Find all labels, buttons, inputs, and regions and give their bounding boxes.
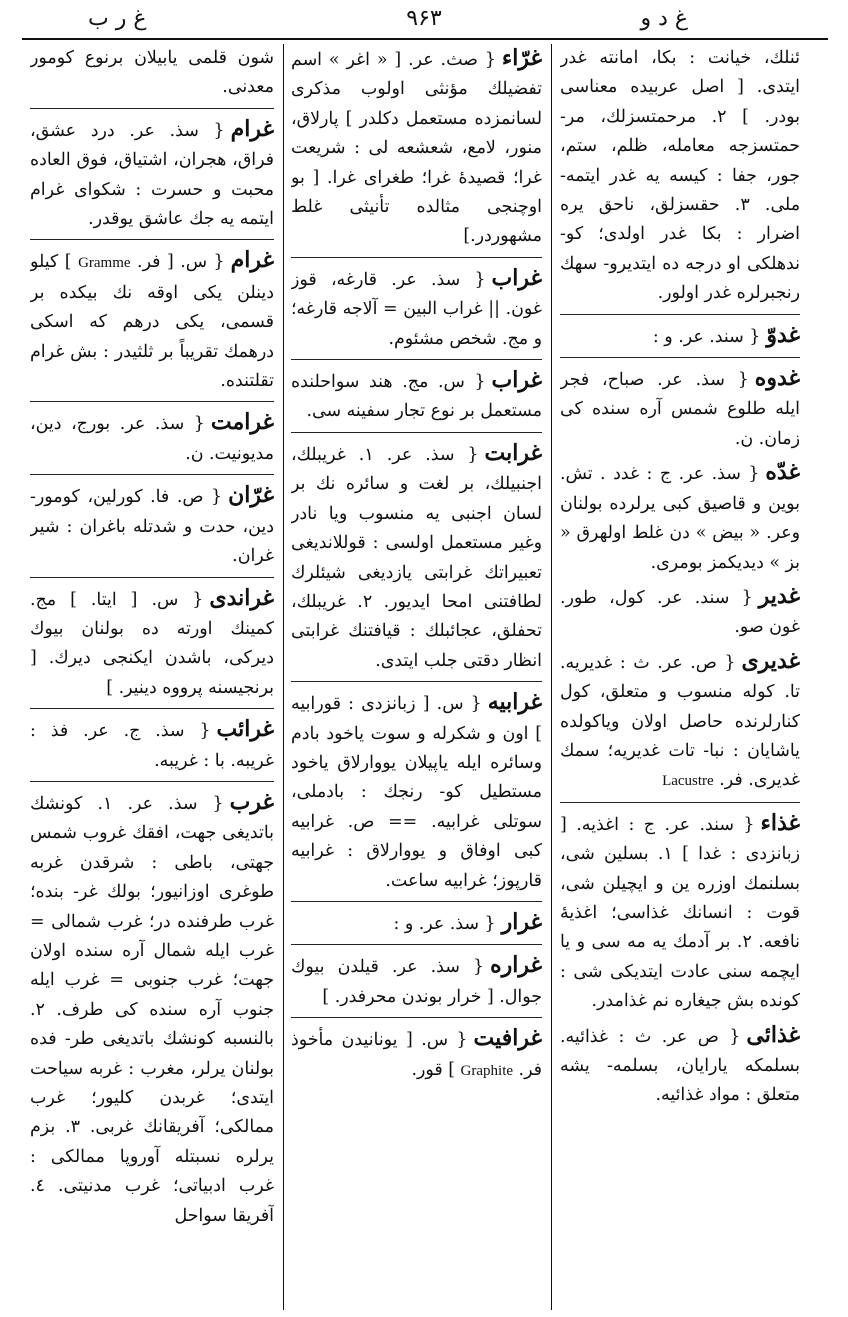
entry-headword: غراندى: [209, 584, 274, 611]
entry-definition-continued: ] قور.: [411, 1059, 461, 1080]
page-number: ۹۶۳: [406, 6, 442, 31]
entry-headword: غرابت: [484, 439, 542, 466]
page-header: [20, 4, 828, 36]
entry-latin-term: Gramme: [78, 255, 131, 272]
column-right: [560, 44, 800, 1314]
dictionary-entry: [30, 481, 274, 577]
entry-definition: { سند. عر. كول، طور. غون صو.: [560, 587, 800, 638]
entry-latin-term: Graphite: [460, 1062, 514, 1079]
entry-definition: { سذ. عر. ۱. غريبلك، اجنبيلك، بر لغت و سائره نك بر لسان اجنبى يه منسوب ويا نادر وغير مستعمل اولسى : قوللانديغى تعبيراتك غرابتى يازديغى شيئلرك لطافتنى امحا ايديور. ۲. غريبلك، تحفلق، عجائبلك : قيافتنك غرابتى انظار دقتى جلب ايتدى.: [291, 444, 542, 671]
header-guide-letters-right: غ د و: [640, 6, 688, 31]
dictionary-entry: [30, 715, 274, 782]
entry-latin-term: Lacustre: [662, 773, 714, 790]
entry-headword: غرب: [229, 788, 274, 815]
entry-headword: غراب: [491, 264, 542, 291]
entry-definition: { س. [ فر.: [130, 252, 225, 273]
entry-definition: شون قلمى يابيلان برنوع كومور معدنى.: [30, 48, 274, 98]
entry-definition: { س. مج. هند سواحلنده مستعمل بر نوع تجار سفينه سى.: [291, 372, 542, 422]
entry-headword: غراره: [490, 952, 542, 979]
dictionary-entry: [30, 788, 274, 1233]
entry-definition: { سذ. عر. بورج، دين، مديونيت. ن.: [30, 414, 274, 464]
entry-headword: غذاء: [760, 809, 800, 836]
entry-definition: { س. [ ايتا. ] مج. كمينك اورته ده بولنان بيوك ديركى، باشدن ايكنجى ديرك. [ برنجيسنه پرووه دينير. ]: [30, 589, 274, 698]
dictionary-entry: [30, 44, 274, 109]
column-middle: [291, 44, 542, 1314]
dictionary-entry: [291, 1024, 542, 1088]
dictionary-entry: [291, 908, 542, 945]
entry-definition: { سذ. عر. قارغه، قوز غون. || غراب البين = آلاجه قارغه؛ و مج. شخص مشئوم.: [291, 269, 542, 349]
entry-definition: { سذ. عر. ۱. كونشك باتديغى جهت، افقك غروب شمس جهتى، باطى : شرقدن غربه طوغرى اوزانيور؛ بولك غر- بنده؛ غرب طرفنده در؛ غرب شمالى = غرب ايله شمال آره سنده اولان جهت؛ غرب جنوبى = غرب ايله جنوب آره سنده كى طرف. ۲. بالنسبه كونشك باتديغى طر- فده بولنان يرلر، مغرب : غربه سياحت ايتدى؛ غربدن كليور؛ غرب ممالكى؛ آفريقانك غربى. ۳. بزم يرلره نسبتله آوروپا ممالكى : غرب ادبياتى؛ غرب مدنيتى. ٤. آفريقا سواحل: [30, 793, 274, 1226]
entry-definition: { س. [ زبانزدى : قورابيه ] اون و شكرله و سوت ياخود بادم وسائره ايله ياپيلان يووارلاق ياخود مستطيل كو- رنجك : بادملى، سوتلى غرابيه. == ص. غرابيه كبى اوفاق و يووارلاق : غرابيه قارپوز؛ غرابيه ساعت.: [291, 694, 542, 891]
entry-definition: { سذ. عر. ج : غدد . تش. بوين و قاصيق كبى يرلرده بولنان وعر. « بيض » دن غلط اولهرق « بز » ديديكمز بومرى.: [560, 464, 800, 573]
dictionary-entry: [30, 584, 274, 710]
entry-headword: غدوّ: [766, 321, 800, 348]
dictionary-entry: [291, 264, 542, 360]
entry-headword: غرامت: [210, 409, 274, 436]
entry-definition: ئنلك، خيانت : بكا، امانته غدر ايتدى. [ اصل عربيده معناسى بودر. ] ۲. مرحمتسزلك، مر- حمتسزجه معامله، ظلم، ستم، جور، جفا : كيسه يه غدر ايتمه- ملى. ۳. حقسزلق، ناحق يره اضرار : بكا غدر اولدى؛ كو- ندهلكى او درجه ده ايتديرو- سهك رنجبرلره غدر اولور.: [560, 48, 800, 304]
entry-headword: غدوه: [754, 365, 800, 392]
entry-headword: غذائى: [746, 1021, 800, 1048]
dictionary-entry: [30, 246, 274, 402]
entry-headword: غرّاء: [501, 45, 542, 71]
header-guide-letters-left: غ ر ب: [88, 6, 147, 31]
entry-headword: غرافيت: [473, 1025, 542, 1052]
entry-headword: غدير: [758, 582, 800, 609]
entry-definition: { سذ. عر. قيلدن بيوك جوال. [ خرار بوندن محرفدر. ]: [291, 957, 542, 1007]
dictionary-entry: [291, 951, 542, 1018]
dictionary-entry: [560, 1021, 800, 1113]
dictionary-entry: [291, 366, 542, 433]
entry-headword: غرابيه: [487, 689, 542, 716]
entry-definition: { سذ. عر. و :: [393, 913, 496, 934]
entry-headword: غرام: [230, 115, 274, 142]
dictionary-entry: [291, 688, 542, 902]
entry-definition: { صث. عر. [ « اغر » اسم تفضيلك مؤنثى اولوب مذكرى لسانمزده مستعمل دكلدر ] پارلاق، منور، لامع، شعشعه لى : شريعت غرا؛ قصيدهٔ غرا؛ طغراى غرا. [ بو اوچنجى مثالده تأنيثى غلط مشهوردر.]: [291, 50, 542, 247]
dictionary-entry: [560, 458, 800, 580]
entry-headword: غرار: [501, 908, 542, 935]
entry-headword: غراب: [491, 367, 542, 394]
entry-definition: { سذ. عر. صباح، فجر ايله طلوع شمس آره سنده كى زمان. ن.: [560, 370, 800, 449]
entry-definition: { س. [ يونانيدن مأخوذ فر.: [291, 1030, 542, 1080]
entry-headword: غديرى: [741, 647, 800, 674]
dictionary-entry: [560, 321, 800, 358]
entry-definition: { سذ. ج. عر. فذ : غريبه. با : غريبه.: [30, 721, 274, 771]
entry-definition: { سذ. عر. درد عشق، فراق، هجران، اشتياق، فوق العاده محبت و حسرت : شكواى غرام ايتمه يه جك عاشق يوقدر.: [30, 120, 274, 230]
entry-definition: { ص. عر. ث : غديريه. تا. كوله منسوب و متعلق، كول كنارلرنده حاصل اولان وياكولده ياشايان : نبا- تات غديريه؛ سمك غديرى. فر.: [560, 652, 800, 791]
column-divider: [551, 44, 552, 1310]
dictionary-entry: [560, 647, 800, 803]
header-rule: [22, 38, 828, 40]
entry-definition: { سند. عر. و :: [652, 326, 761, 347]
entry-definition: { ص عر. ث : غذائيه. بسلمكه يارايان، بسلمه- يشه متعلق : مواد غذائيه.: [560, 1026, 800, 1106]
dictionary-entry: [30, 115, 274, 241]
dictionary-entry: [30, 408, 274, 475]
dictionary-entry: [560, 809, 800, 1019]
entry-definition: { سند. عر. ج : اغذيه. [ زبانزدى : غدا ] ۱. بسلين شى، بسلنمك اوزره ين و ايچيلن شى، قوت : انسانك غذاسى؛ اغذيهٔ نافعه. ۲. بر آدمك يه مه سى و يا ايچمه سنى عادت ايتديكى شى : كونده بش جيغاره نم غذامدر.: [560, 814, 800, 1012]
entry-definition: { ص. فا. كورلين، كومور- دين، حدت و شدتله باغران : شير غران.: [30, 487, 274, 567]
dictionary-entry: [560, 582, 800, 645]
entry-headword: غرّان: [228, 482, 274, 509]
entry-headword: غرائب: [216, 716, 274, 743]
entry-definition-continued: ] كيلو دينلن يكى اوقه نك بيكده بر قسمى، يكى درهم كه اسكى درهمك تقريباً بر ثلثيدر : بش غرام تقلتنده.: [30, 252, 274, 392]
column-divider: [283, 44, 284, 1310]
dictionary-entry: [291, 44, 542, 258]
dictionary-entry: [560, 44, 800, 315]
dictionary-entry: [560, 364, 800, 456]
column-left: [30, 44, 274, 1314]
entry-headword: غرام: [230, 247, 274, 274]
dictionary-entry: [291, 439, 542, 682]
entry-headword: غدّه: [765, 459, 800, 486]
